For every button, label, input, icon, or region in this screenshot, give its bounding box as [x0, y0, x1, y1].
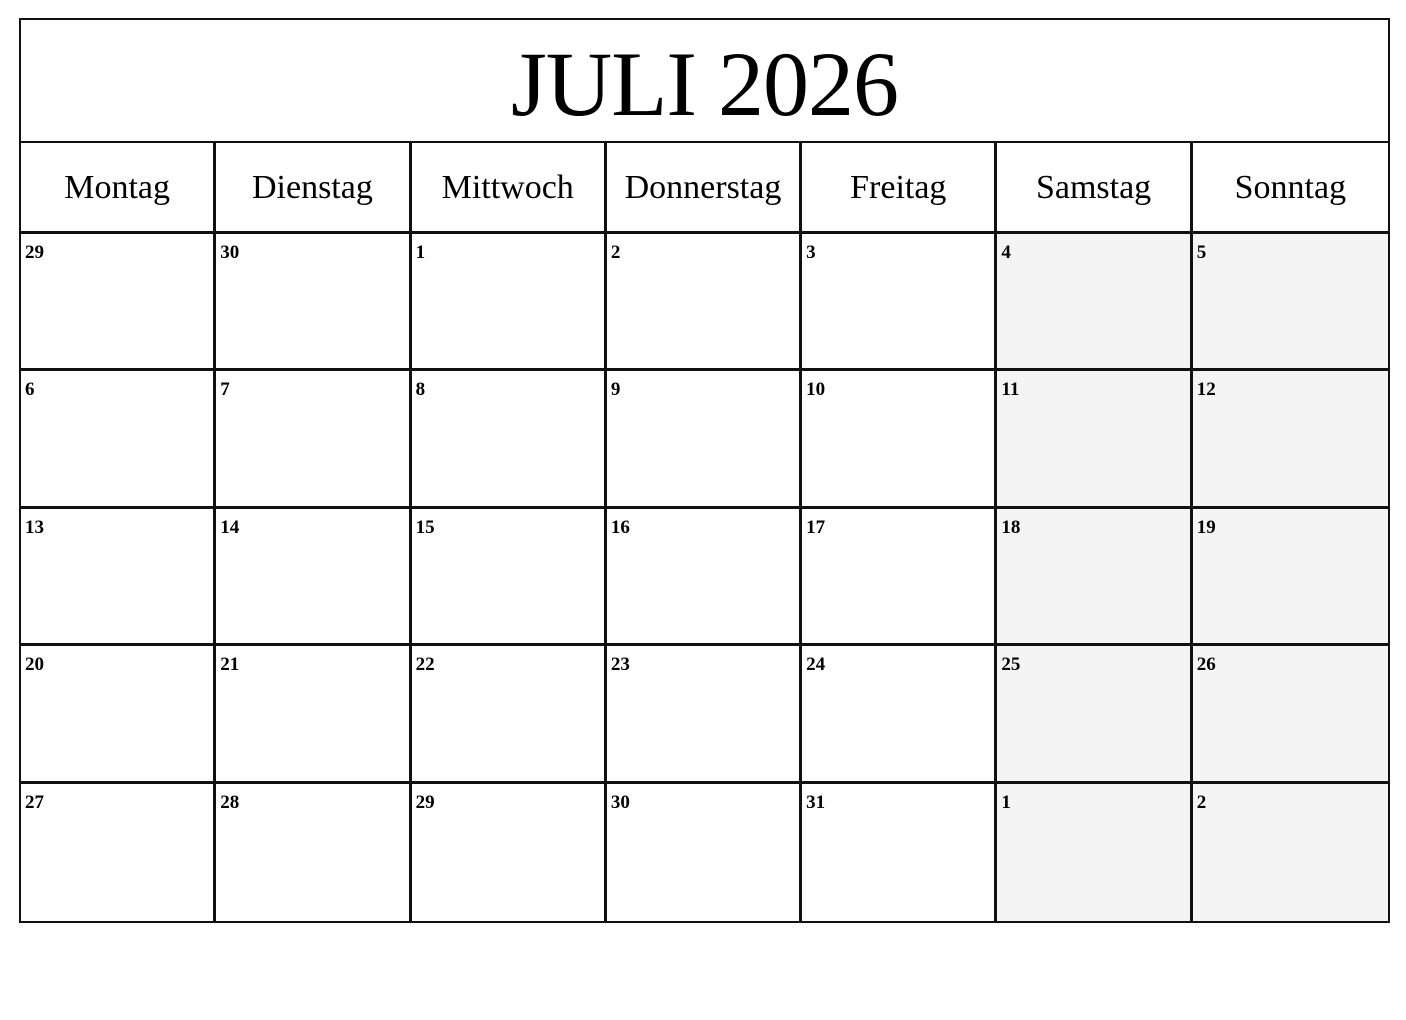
day-cell — [412, 784, 607, 921]
day-number: 9 — [610, 379, 621, 401]
day-number: 17 — [806, 516, 826, 538]
day-cell — [21, 371, 216, 508]
day-number: 5 — [1196, 242, 1207, 263]
day-cell — [412, 509, 607, 646]
day-cell-weekend — [1193, 646, 1388, 783]
day-number: 4 — [1001, 242, 1011, 263]
day-cell — [802, 509, 997, 646]
day-cell — [412, 371, 607, 508]
day-cell — [21, 509, 216, 646]
day-number: 18 — [1001, 516, 1021, 538]
day-number: 1 — [1001, 791, 1011, 813]
day-number: 16 — [610, 516, 630, 538]
day-number: 8 — [415, 379, 426, 401]
day-cell — [216, 784, 411, 921]
day-number: 27 — [25, 791, 44, 813]
day-cell — [412, 646, 607, 783]
day-cell — [607, 371, 802, 508]
day-cell — [216, 371, 411, 508]
day-cell-weekend — [1193, 509, 1388, 646]
day-number: 22 — [415, 654, 435, 676]
day-cell — [21, 646, 216, 783]
day-number: 25 — [1001, 654, 1021, 676]
day-cell-weekend — [1193, 234, 1388, 371]
day-cell — [216, 234, 411, 371]
day-cell — [21, 234, 216, 371]
day-number: 31 — [806, 791, 826, 813]
day-number: 19 — [1196, 516, 1216, 538]
day-number: 24 — [806, 654, 826, 676]
weekday-sonntag: Sonntag — [1234, 169, 1347, 206]
day-number: 13 — [25, 516, 44, 538]
weekday-header-row — [21, 143, 1388, 234]
day-cell — [607, 646, 802, 783]
day-cell-weekend — [1193, 371, 1388, 508]
day-number: 20 — [25, 654, 44, 676]
day-number: 2 — [610, 242, 621, 263]
day-cell — [607, 509, 802, 646]
day-cell-weekend — [997, 509, 1192, 646]
day-number: 15 — [415, 516, 435, 538]
day-cell — [216, 509, 411, 646]
weekday-mittwoch: Mittwoch — [412, 143, 607, 231]
day-number: 30 — [610, 791, 630, 813]
day-number: 1 — [415, 242, 426, 263]
weekday-samstag: Samstag — [997, 143, 1192, 231]
days-grid — [21, 234, 1388, 921]
day-cell-weekend — [997, 234, 1192, 371]
day-cell — [21, 784, 216, 921]
day-number: 7 — [220, 379, 230, 401]
day-number: 6 — [25, 379, 35, 401]
day-number: 2 — [1196, 791, 1207, 813]
day-number: 29 — [25, 242, 44, 263]
day-cell — [607, 784, 802, 921]
day-number: 10 — [806, 379, 826, 401]
weekday-freitag: Freitag — [802, 143, 997, 231]
weekday-montag: Montag — [21, 143, 216, 231]
day-number: 30 — [220, 242, 240, 263]
day-number: 23 — [610, 654, 630, 676]
day-cell — [802, 371, 997, 508]
day-cell — [802, 646, 997, 783]
day-number: 28 — [220, 791, 240, 813]
day-cell — [216, 646, 411, 783]
day-cell — [607, 234, 802, 371]
day-number: 14 — [220, 516, 240, 538]
day-number: 12 — [1196, 379, 1216, 401]
day-number: 11 — [1001, 379, 1020, 401]
day-cell-weekend — [997, 784, 1192, 921]
day-cell-weekend — [997, 371, 1192, 508]
weekday-dienstag: Dienstag — [216, 143, 411, 231]
calendar — [19, 18, 1390, 923]
day-number: 26 — [1196, 654, 1216, 676]
weekday-donnerstag: Donnerstag — [607, 143, 802, 231]
day-cell-weekend — [997, 646, 1192, 783]
day-cell — [412, 234, 607, 371]
day-cell — [802, 784, 997, 921]
day-number: 29 — [415, 791, 435, 813]
day-cell-weekend — [1193, 784, 1388, 921]
day-cell — [802, 234, 997, 371]
day-number: 3 — [806, 242, 816, 263]
day-number: 21 — [220, 654, 240, 676]
calendar-title: JULI 2026 — [21, 20, 1388, 143]
